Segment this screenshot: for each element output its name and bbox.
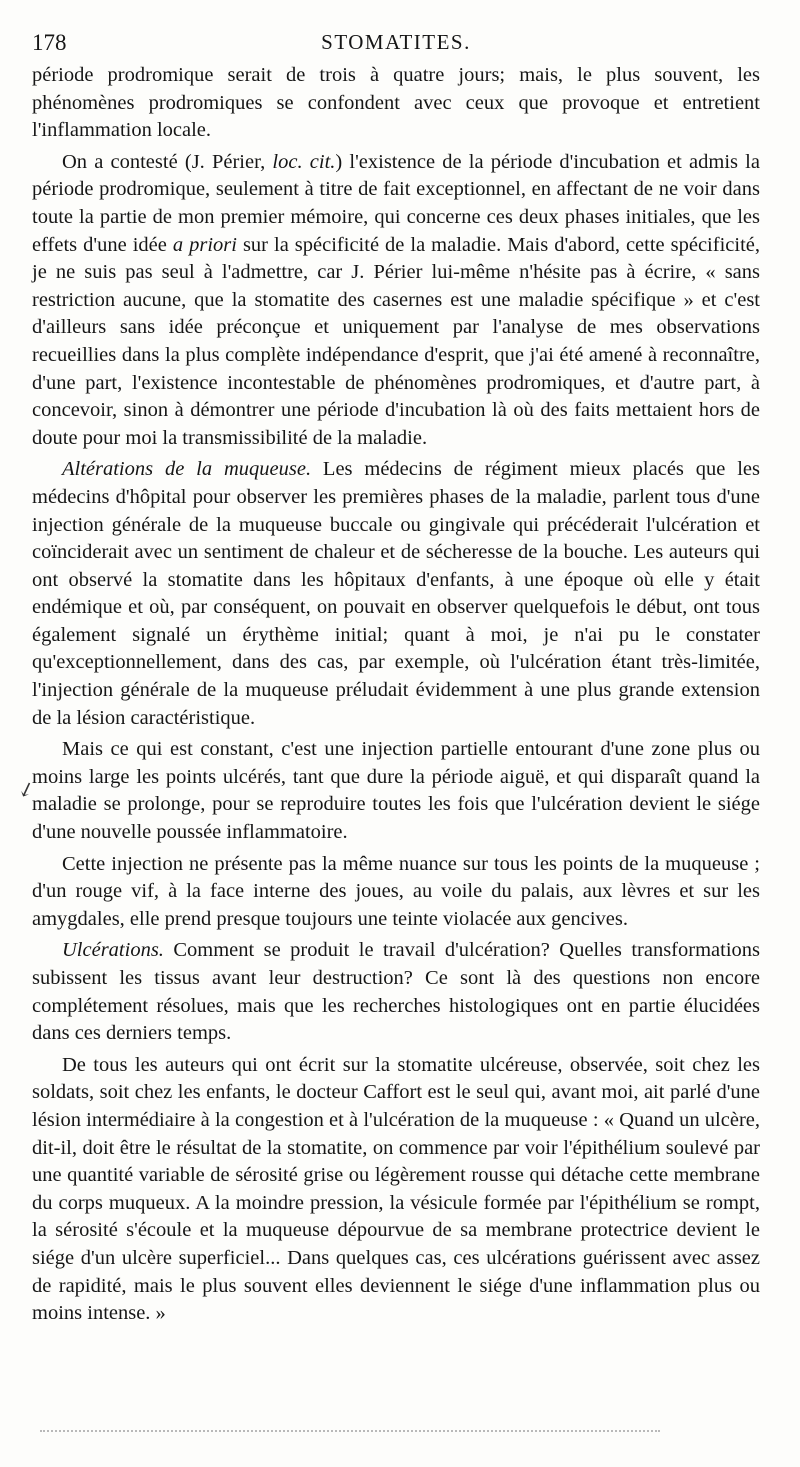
paragraph-text: sur la spécificité de la maladie. Mais d'abord, cette spécificité, je ne suis pas seul à l'admettre, car J. Périer lui-même n'hésite pas à écrire, « sans restriction aucune, que la stomatite des casernes est une maladie spécifique » et c'est d'ailleurs sans idée préconçue et uniquement par l'analyse de mes observations recueillies dans la plus complète indépendance d'esprit, que j'ai été amené à reconnaître, d'une part, l'existence incontestable de phénomènes prodromiques, et d'autre part, à concevoir, sinon à démontrer une période d'incubation là où des faits mettaient hors de doute pour moi la transmissibilité de la maladie.	[32, 233, 760, 449]
latin-phrase-italic: a priori	[172, 233, 237, 256]
paragraph-5	[32, 851, 760, 934]
running-head: STOMATITES.	[321, 30, 471, 54]
paragraph-text: On a contesté (J. Périer,	[62, 150, 273, 173]
section-heading-alterations: Altérations de la muqueuse.	[62, 458, 312, 481]
paragraph-text: ) l'existence de la période d'incubation et admis la période prodromique, seulement à titre de fait exceptionnel, en affectant de ne voir dans toute la partie de mon premier mémoire, qui concerne ces deux phases initiales, que les effets d'une idée	[32, 150, 760, 256]
page-header	[32, 30, 760, 58]
paragraph-text: Cette injection ne présente pas la même nuance sur tous les points de la muqueuse ; d'un rouge vif, à la face interne des joues, au voile du palais, aux lèvres et sur les amygdales, elle prend presque toujours une teinte violacée aux gencives.	[32, 852, 760, 930]
footer-rule	[40, 1430, 660, 1432]
paragraph-text: période prodromique serait de trois à quatre jours; mais, le plus souvent, les phénomènes prodromiques se confondent avec ceux que provoque et entretient l'inflammation locale.	[32, 64, 760, 142]
paragraph-text: Comment se produit le travail d'ulcération? Quelles transformations subissent les tissus avant leur destruction? Ce sont là des questions non encore complétement résolues, mais que les recherches histologiques ont en partie élucidées dans ces derniers temps.	[32, 939, 760, 1045]
paragraph-7	[32, 1052, 760, 1328]
paragraph-text: Les médecins de régiment mieux placés que les médecins d'hôpital pour observer les premières phases de la maladie, parlent tous d'une injection générale de la muqueuse buccale ou gingivale qui précéderait l'ulcération et coïnciderait avec un sentiment de chaleur et de sécheresse de la bouche. Les auteurs qui ont observé la stomatite dans les hôpitaux d'enfants, à une époque où elle y était endémique et où, par conséquent, on pouvait en observer quelquefois le début, ont tous également signalé un érythème initial; quant à moi, je n'ai pu le constater qu'exceptionnellement, dans des cas, par exemple, où l'ulcération étant très-limitée, l'injection générale de la muqueuse préludait évidemment à une plus grande extension de la lésion caractéristique.	[32, 458, 760, 729]
paragraph-text: De tous les auteurs qui ont écrit sur la stomatite ulcéreuse, observée, soit chez les soldats, soit chez les enfants, le docteur Caffort est le seul qui, avant moi, ait parlé d'une lésion intermédiaire à la congestion et à l'ulcération de la muqueuse : « Quand un ulcère, dit-il, doit être le résultat de la stomatite, on commence par voir l'épithélium soulevé par une quantité variable de sérosité grise ou légèrement rousse qui détache cette membrane du corps muqueux. A la moindre pression, la vésicule formée par l'épithélium se rompt, la sérosité s'écoule et la muqueuse dépourvue de sa membrane protectrice devient le siége d'un ulcère superficiel... Dans quelques cas, ces ulcérations guérissent avec assez de rapidité, mais le plus souvent elles deviennent le siége d'une inflammation plus ou moins intense. »	[32, 1053, 760, 1325]
body-text	[32, 62, 760, 1332]
paragraph-1	[32, 62, 760, 145]
paragraph-2	[32, 149, 760, 453]
paragraph-text: Mais ce qui est constant, c'est une injection partielle entourant d'une zone plus ou moins large les points ulcérés, tant que dure la période aiguë, et qui disparaît quand la maladie se prolonge, pour se reproduire toutes les fois que l'ulcération devient le siége d'une nouvelle poussée inflammatoire.	[32, 738, 760, 844]
page-number: 178	[32, 30, 67, 55]
paragraph-6	[32, 937, 760, 1047]
paragraph-3	[32, 456, 760, 732]
paragraph-4	[32, 736, 760, 846]
citation-italic: loc. cit.	[272, 150, 336, 173]
section-heading-ulcerations: Ulcérations.	[62, 939, 164, 962]
margin-annotation-mark: ↙	[14, 776, 39, 804]
